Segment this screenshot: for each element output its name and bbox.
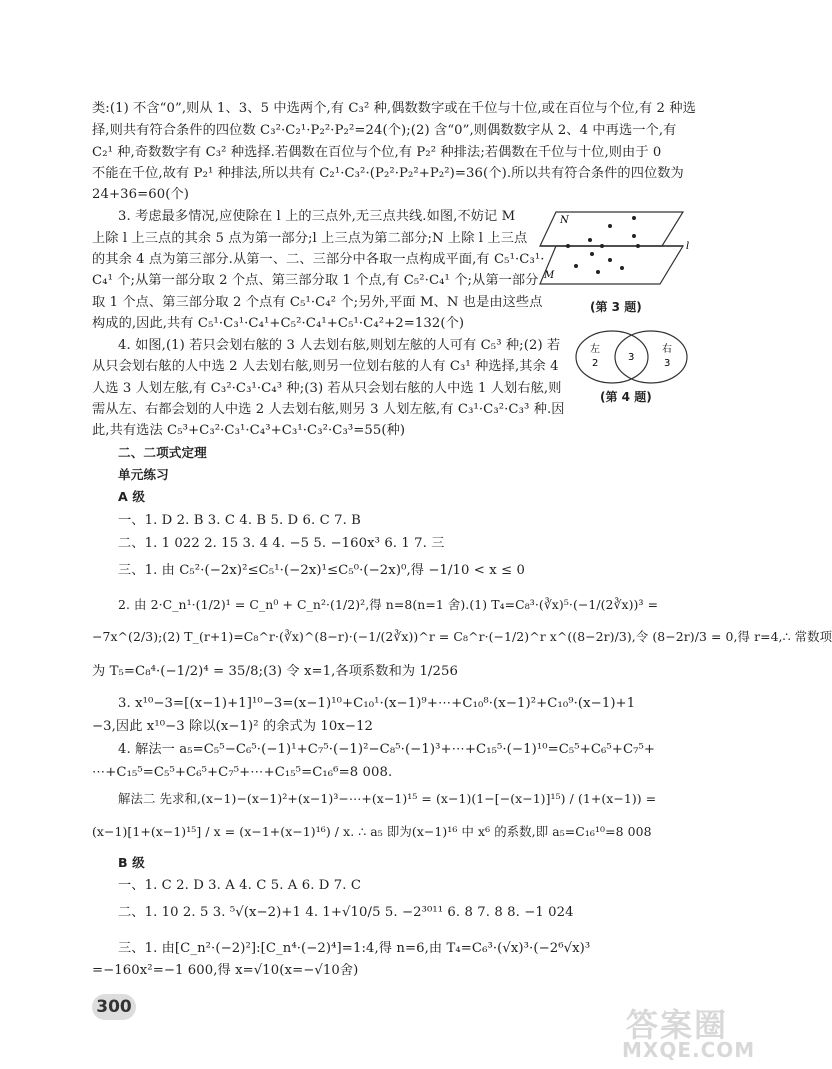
text-line: 24+36=60(个) [92,187,190,202]
watermark-logo [616,1000,756,1064]
right-circle [615,331,687,383]
text-line: C₂¹ 种,奇数数字有 C₃² 种选择.若偶数在百位与个位,有 P₂² 种排法;若偶数在千位与十位,则由于 0 [92,145,662,160]
text-line: 解法二 先求和,(x−1)−(x−1)²+(x−1)³−⋯+(x−1)¹⁵ = (x−1)(1−[−(x−1)]¹⁵) / (1+(x−1)) = [118,791,657,806]
point [620,266,624,270]
plane-m [540,246,683,284]
text-line: 4. 解法一 a₅=C₅⁵−C₆⁵·(−1)¹+C₇⁵·(−1)²−C₈⁵·(−1)³+⋯+C₁₅⁵·(−1)¹⁰=C₅⁵+C₆⁵+C₇⁵+ [118,742,656,757]
text-line: 2. 由 2·C_n¹·(1/2)¹ = C_n⁰ + C_n²·(1/2)²,得 n=8(n=1 舍).(1) T₄=C₈³·(∛x)⁵·(−1/(2∛x))³ = [118,597,659,612]
point [590,252,594,256]
text-line: 三、1. 由 C₅²·(−2x)²≤C₅¹·(−2x)¹≤C₅⁰·(−2x)⁰,得 −1/10 < x ≤ 0 [118,563,525,578]
text-line: =−160x²=−1 600,得 x=√10(x=−√10舍) [92,963,359,978]
text-line: 上除 l 上三点的其余 5 点为第一部分;l 上三点为第二部分;N 上除 l 上三点 [92,231,528,246]
watermark-url: MXQE.COM [622,1038,756,1062]
point [588,238,592,242]
text-line: 二、1. 10 2. 5 3. ⁵√(x−2)+1 4. 1+√10/5 5. −2³⁰¹¹ 6. 8 7. 8 8. −1 024 [118,905,574,920]
text-line: 类:(1) 不含“0”,则从 1、3、5 中选两个,有 C₃² 种,偶数数字或在千位与十位,或在百位与个位,有 2 种选 [92,101,696,116]
plane-n-label: N [560,215,569,226]
text-line: 人选 3 人划左舷,有 C₃²·C₃¹·C₄³ 种;(3) 若从只会划右舷的人中选 1 人划右舷,则 [92,381,562,396]
text-line: 择,则共有符合条件的四位数 C₃²·C₂¹·P₂²·P₂²=24(个);(2) 含“0”,则偶数数字从 2、4 中再选一个,有 [92,123,677,138]
left-circle [576,331,648,383]
text-line: 4. 如图,(1) 若只会划右舷的 3 人去划右舷,则划左舷的人可有 C₅³ 种;(2) 若 [118,338,561,353]
text-line: C₄¹ 个;从第一部分取 2 个点、第三部分取 1 个点,有 C₅²·C₄¹ 个;从第一部分 [92,273,539,288]
text-line: 一、1. D 2. B 3. C 4. B 5. D 6. C 7. B [118,513,361,528]
overlap-count: 3 [628,352,635,363]
level-heading: B 级 [118,855,145,870]
page-number: 300 [92,994,136,1020]
point [632,234,636,238]
point [574,264,578,268]
plane-m-label: M [544,270,555,281]
point [608,224,612,228]
text-line: 为 T₅=C₈⁴·(−1/2)⁴ = 35/8;(3) 令 x=1,各项系数和为 1/256 [92,664,458,679]
text-line: 构成的,因此,共有 C₅¹·C₃¹·C₄¹+C₅²·C₄¹+C₅¹·C₄²+2=132(个) [92,316,465,331]
point [566,244,570,248]
text-line: ⋯+C₁₅⁵=C₅⁵+C₆⁵+C₇⁵+⋯+C₁₅⁵=C₁₆⁶=8 008. [92,765,393,780]
text-line: (x−1)[1+(x−1)¹⁵] / x = (x−1+(x−1)¹⁶) / x. ∴ a₅ 即为(x−1)¹⁶ 中 x⁶ 的系数,即 a₅=C₁₆¹⁰=8 008 [92,824,652,839]
line-l-label: l [686,241,690,252]
text-line: 一、1. C 2. D 3. A 4. C 5. A 6. D 7. C [118,878,362,893]
point [636,244,640,248]
venn-diagram [574,328,689,386]
figure-3-caption: (第 3 题) [590,300,642,314]
text-line: 的其余 4 点为第三部分.从第一、二、三部分中各取一点构成平面,有 C₅¹·C₃¹· [92,252,545,267]
watermark-text: 答案圈 [626,1006,729,1044]
text-line: 此,共有选法 C₅³+C₃²·C₃¹·C₄³+C₃¹·C₃²·C₃³=55(种) [92,423,406,438]
text-line: 三、1. 由[C_n²·(−2)²]:[C_n⁴·(−2)⁴]=1:4,得 n=6,由 T₄=C₆³·(√x)³·(−2⁶√x)³ [118,941,591,956]
point [608,258,612,262]
text-line: −7x^(2/3);(2) T_(r+1)=C₈^r·(∛x)^(8−r)·(−1/(2∛x))^r = C₈^r·(−1/2)^r x^((8−2r)/3),令 (8−2r)/3 = 0,得 r=4,∴ 常数项 [92,629,832,644]
text-line: 从只会划右舷的人中选 2 人去划右舷,则另一位划右舷的人有 C₃¹ 种选择,其余 4 [92,359,559,374]
right-label: 右 [662,344,672,355]
section-heading: 二、二项式定理 [118,445,207,460]
level-heading: A 级 [118,489,146,504]
text-line: 3. 考虑最多情况,应使除在 l 上的三点外,无三点共线.如图,不妨记 M [118,209,516,224]
subsection-heading: 单元练习 [118,467,169,482]
text-line: 需从左、右都会划的人中选 2 人去划右舷,则另 3 人划左舷,有 C₃¹·C₃²·C₃³ 种.因 [92,402,565,417]
text-line: 二、1. 1 022 2. 15 3. 4 4. −5 5. −160x³ 6. 1 7. 三 [118,536,445,551]
point [632,216,636,220]
figure-4-caption: (第 4 题) [600,390,652,404]
left-label: 左 [590,344,600,355]
point [600,244,604,248]
left-count: 2 [592,358,599,369]
text-line: 取 1 个点、第三部分取 2 个点有 C₅¹·C₄² 个;另外,平面 M、N 也是由这些点 [92,295,543,310]
text-line: 3. x¹⁰−3=[(x−1)+1]¹⁰−3=(x−1)¹⁰+C₁₀¹·(x−1)⁹+⋯+C₁₀⁸·(x−1)²+C₁₀⁹·(x−1)+1 [118,696,636,711]
right-count: 3 [664,358,671,369]
point [596,270,600,274]
text-line: 不能在千位,故有 P₂¹ 种排法,所以共有 C₂¹·C₃²·(P₂²·P₂²+P₂²)=36(个).所以共有符合条件的四位数为 [92,166,684,181]
two-planes-figure [540,206,690,296]
text-line: −3,因此 x¹⁰−3 除以(x−1)² 的余式为 10x−12 [92,719,374,734]
